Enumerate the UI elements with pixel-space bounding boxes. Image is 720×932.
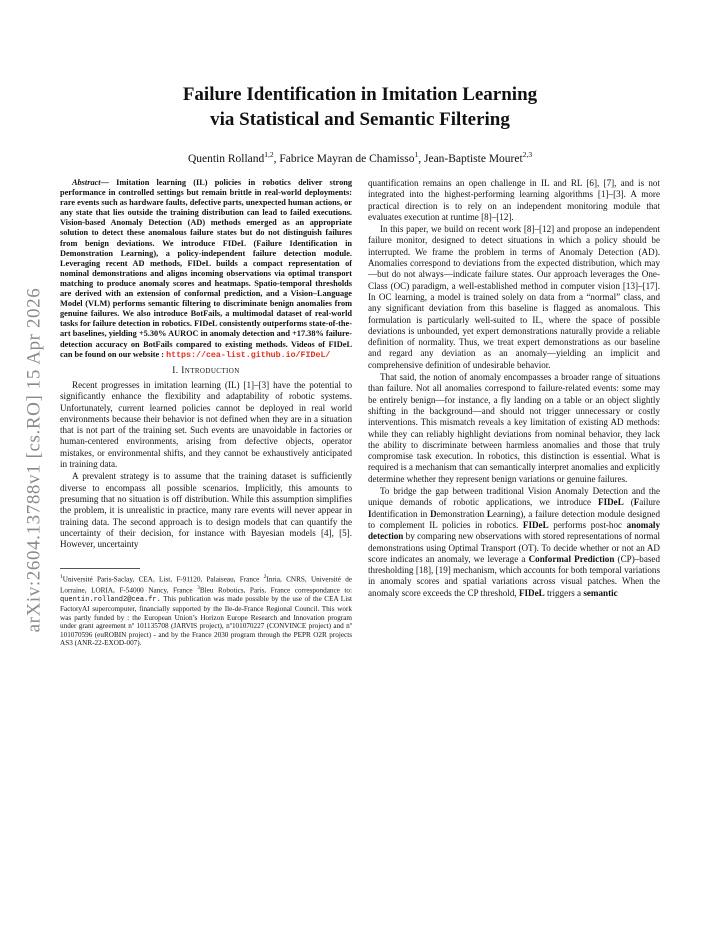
section-heading-introduction: I. Introduction [172,365,240,376]
right-paragraph-4 [368,486,660,599]
left-column [60,178,352,648]
p4-letter-L: L [486,508,493,519]
p4-text-c: ailure [639,497,660,508]
footnote-1-marker: 1 [60,574,63,581]
p4-letter-F: F [633,497,640,508]
footnote-affiliation-2: Inria, CNRS, Université de Lorraine, LORIA, F-54000 Nancy, France [60,575,352,595]
right-column [368,178,660,600]
author-3: , Jean-Baptiste Mouret [418,152,523,165]
footnote-2-marker: 2 [263,574,267,581]
abstract-body: Imitation learning (IL) policies in robotics deliver strong performance in controlled settings but remain brittle in real-world deployments: rare events such as hardware faults, defective parts, unexpected human actions, or any state that lies outside the training distribution can lead to failed executions. Vision-based Anomaly Detection (AD) methods emerged as an appropriate solution to detect these anomalous failure states but do not distinguish failures from benign deviations. We introduce FIDeL (Failure Identification in Demonstration Learning), a policy-independent failure detection module. Leveraging recent AD methods, FIDeL builds a compact representation of nominal demonstrations and aligns incoming observations via optimal transport matching to produce anomaly scores and heatmaps. Spatio-temporal thresholds are derived with an extension of conformal prediction, and a Vision–Language Model (VLM) performs semantic filtering to discriminate benign anomalies from genuine failures. We also introduce BotFails, a multimodal dataset of real-world tasks for failure detection in robotics. FIDeL consistently outperforms state-of-the-art baselines, yielding +5.30% AUROC in anomaly detection and +17.38% failure-detection accuracy on BotFails compared to existing methods. Videos of FIDeL can be found on our website : [60,178,352,359]
right-paragraph-1: quantification remains an open challenge in IL and RL [6], [7], and is not integrated into the highest-performing learning algorithms [1]–[3]. A more practical direction is to rely on an independent monitoring module that evaluates execution at runtime [8]–[12]. [368,178,660,222]
arxiv-stamp-text: arXiv:2604.13788v1 [cs.RO] 15 Apr 2026 [23,287,44,633]
author-1: Quentin Rolland [187,152,265,165]
author-list [60,148,660,166]
project-website-link[interactable]: https://cea-list.github.io/FIDeL/ [166,350,331,360]
p4-text-e: emonstration [436,508,487,519]
p4-conformal-prediction: Conformal Prediction [528,553,615,564]
p4-semantic: semantic [583,587,618,598]
p4-text-g: performs post-hoc [548,519,627,530]
footnote-divider [60,568,140,569]
footnote-3-marker: 3 [197,585,200,592]
arxiv-stamp [22,240,46,680]
author-2-affil: 1 [414,150,419,159]
p4-anomaly-detection: anomaly detection [368,519,661,542]
p4-text-a: To bridge the gap between traditional Vision Anomaly Detection and the unique demands of robotic applications, we introduce [368,486,660,508]
footnote-affiliation-1: Université Paris-Saclay, CEA, List, F-91120, Palaiseau, France [62,575,260,584]
p4-text-f: earning), a failure detection module designed to complement IL policies in robotics. [368,508,660,530]
p4-fidel-acronym: FIDeL [598,497,624,508]
footnote-affiliation-3: Bleu Robotics, Paris, France [199,586,291,595]
author-3-affil: 2,3 [522,150,533,159]
correspondence-label: correspondance to: [294,586,353,595]
abstract-label: Abstract [72,178,101,187]
p4-text-b: ( [623,497,634,508]
footnotes [60,573,352,648]
intro-paragraph-1: Recent progresses in imitation learning (IL) [1]–[3] have the potential to significantly enhance the flexibility and adaptability of robotic systems. Unfortunately, current learned policies cannot be deployed in real world environments because their behavior is not defined when they are in a situation that is not part of the training set. Such events are unavoidable in factories or human-centered environments, arising from defective objects, operator mistakes, or environmental shifts, and they cannot be exhaustively anticipated in training data. [60,379,352,470]
title-line-1: Failure Identification in Imitation Learning [182,84,538,105]
correspondence-email[interactable]: quentin.rolland2@cea.fr. [60,596,161,605]
p4-fidel-2: FIDeL [522,519,549,530]
p4-text-i: (CP)–based thresholding [18], [19] mechanism, which accounts for both temporal variations in anomaly scores and spatial variations across visual patches. When the anomaly score exceeds the CP threshold, [368,553,660,598]
p4-fidel-3: FIDeL [518,587,545,598]
p4-letter-D: D [430,508,437,519]
right-paragraph-2: In this paper, we build on recent work [8]–[12] and propose an independent failure monitor, designed to detect situations in which a policy should be interrupted. We frame the problem in terms of Anomaly Detection (AD). Anomalies correspond to deviations from the expected distribution, which may—but do not always—indicate failure states. Our approach leverages the One-Class (OC) paradigm, a well-established method in computer vision [13]–[17]. In OC learning, a model is trained solely on data from a “normal” class, and any significant deviation from this baseline is flagged as anomalous. This formulation is particularly well-suited to IL, where the space of possible deviations is unbounded, yet expert demonstrations naturally provide a reliable definition of normality. Thus, we treat expert demonstrations as our baseline and regard any deviation as an anomaly—yielding an implicit and comprehensive definition of undesirable behavior. [368,224,660,370]
p4-text-h: by comparing new observations with stored representations of normal demonstrations using Optimal Transport (OT). To decide whether or not an AD score indicates an anomaly, we leverage a [368,531,660,564]
funding-acknowledgement: This publication was made possible by the use of the CEA List FactoryAI supercomputer, financially supported by the Ile-de-France Regional Council. This work was partly funded by : the European Union’s Horizon Europe Research and Innovation program under grant agreement nº 101135708 (JARVIS project), nº101070227 (CONVINCE project) and nº 101070596 (euROBIN project) - and by the France 2030 program through the PEPR O2R projects AS3 (ANR-22-EXOD-007). [60,595,352,648]
paper-title [60,82,660,132]
author-1-affil: 1,2 [264,150,274,159]
p4-text-j: triggers a [544,587,584,598]
abstract-dash: — [100,178,117,187]
title-line-2: via Statistical and Semantic Filtering [210,109,510,130]
p4-letter-I: I [368,508,372,519]
intro-paragraph-2: A prevalent strategy is to assume that the training dataset is sufficiently diverse to encompass all possible scenarios. Implicitly, this amounts to presuming that no situation is off distribution. While this assumption simplifies the problem, it is unrealistic in practice, many rare events will never appear in training data. The second approach is to design models that can quantify the uncertainty of their decision, for instance with Bayesian models [4], [5]. However, uncertainty [60,471,352,550]
p4-text-d: dentification in [371,508,431,519]
author-2: , Fabrice Mayran de Chamisso [273,152,415,165]
abstract [60,178,352,361]
right-paragraph-3: That said, the notion of anomaly encompasses a broader range of situations than failure. Not all anomalies correspond to failure-related events: some may be entirely benign—for instance, a fly landing on a table or an object slightly shifting in the background—and should not trigger unnecessary or costly interventions. This mismatch reveals a key limitation of existing AD methods: while they can reliably highlight deviations from nominal behavior, they lack the ability to discriminate between harmless anomalies and those that truly compromise task execution. In robotics, this distinction is essential. What is required is a mechanism that can semantically interpret anomalies and explicitly determine whether they represent benign variations or genuine failures. [368,372,660,484]
